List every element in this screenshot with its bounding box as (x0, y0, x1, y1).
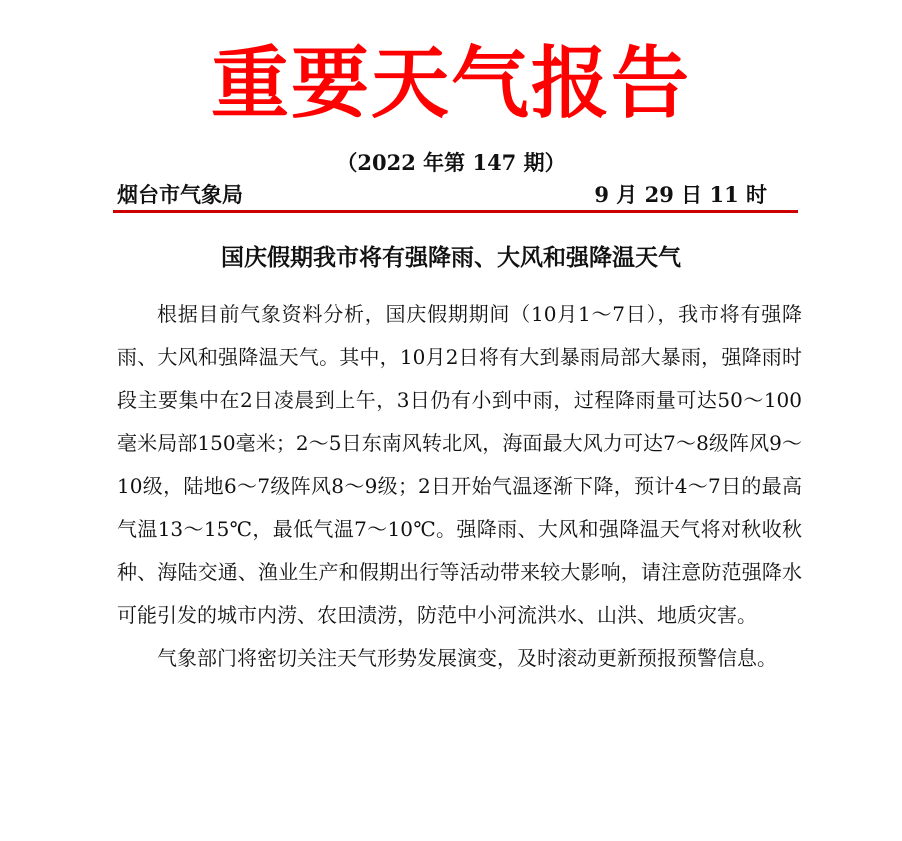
body-paragraph-2: 气象部门将密切关注天气形势发展演变，及时滚动更新预报预警信息。 (157, 646, 777, 670)
article-headline: 国庆假期我市将有强降雨、大风和强降温天气 (221, 244, 681, 271)
issue-number: （2022 年第 147 期） (336, 150, 566, 175)
header-divider (113, 210, 798, 213)
article-body (117, 293, 802, 680)
report-masthead: 重要天气报告 (210, 38, 691, 129)
issue-date: 9 月 29 日 11 时 (594, 182, 767, 207)
issuing-agency: 烟台市气象局 (117, 182, 243, 207)
body-paragraph-1: 根据目前气象资料分析，国庆假期期间（10月1～7日），我市将有强降雨、大风和强降温天气。其中，10月2日将有大到暴雨局部大暴雨，强降雨时段主要集中在2日凌晨到上午，3日仍有小到中雨，过程降雨量可达50～100毫米局部150毫米；2～5日东南风转北风，海面最大风力可达7～8级阵风9～10级，陆地6～7级阵风8～9级；2日开始气温逐渐下降，预计4～7日的最高气温13～15℃，最低气温7～10℃。强降雨、大风和强降温天气将对秋收秋种、海陆交通、渔业生产和假期出行等活动带来较大影响，请注意防范强降水可能引发的城市内涝、农田渍涝，防范中小河流洪水、山洪、地质灾害。 (117, 302, 802, 627)
